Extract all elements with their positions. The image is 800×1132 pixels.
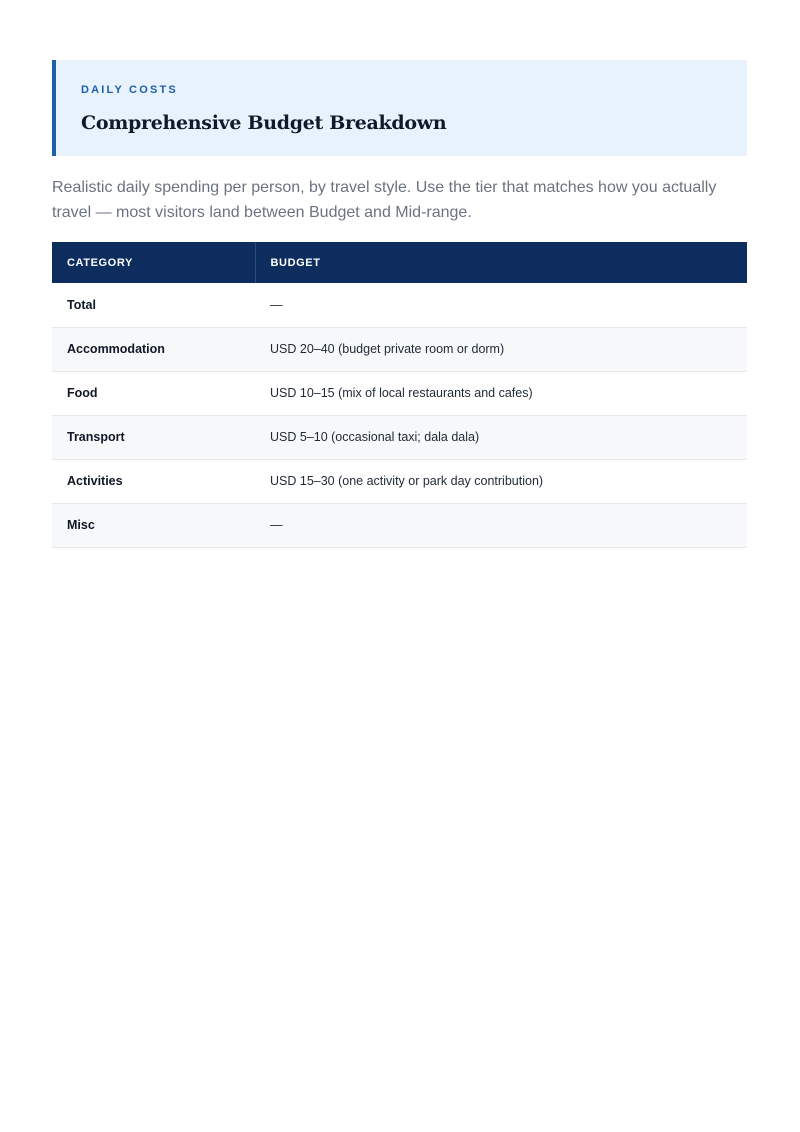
table-row	[52, 283, 747, 327]
budget-table	[52, 242, 747, 548]
table-row	[52, 415, 747, 459]
row-category: Total	[52, 283, 255, 327]
row-category: Accommodation	[52, 327, 255, 371]
table-row	[52, 503, 747, 547]
section-eyebrow: DAILY COSTS	[81, 84, 178, 96]
row-budget-value: —	[255, 503, 747, 547]
row-budget-value: USD 5–10 (occasional taxi; dala dala)	[255, 415, 747, 459]
row-category: Food	[52, 371, 255, 415]
row-category: Activities	[52, 459, 255, 503]
table-row	[52, 459, 747, 503]
row-budget-value: USD 10–15 (mix of local restaurants and cafes)	[255, 371, 747, 415]
row-budget-value: USD 20–40 (budget private room or dorm)	[255, 327, 747, 371]
row-budget-value: —	[255, 283, 747, 327]
table-header-row	[52, 242, 747, 283]
column-header-budget: BUDGET	[255, 242, 747, 283]
intro-paragraph: Realistic daily spending per person, by travel style. Use the tier that matches how you actually travel — most visitors land between Budget and Mid-range.	[52, 179, 717, 221]
table-row	[52, 371, 747, 415]
row-category: Transport	[52, 415, 255, 459]
table-row	[52, 327, 747, 371]
page-content	[52, 60, 747, 548]
section-header	[52, 60, 747, 156]
column-header-category: CATEGORY	[52, 242, 255, 283]
row-category: Misc	[52, 503, 255, 547]
row-budget-value: USD 15–30 (one activity or park day contribution)	[255, 459, 747, 503]
section-title: Comprehensive Budget Breakdown	[81, 112, 447, 134]
